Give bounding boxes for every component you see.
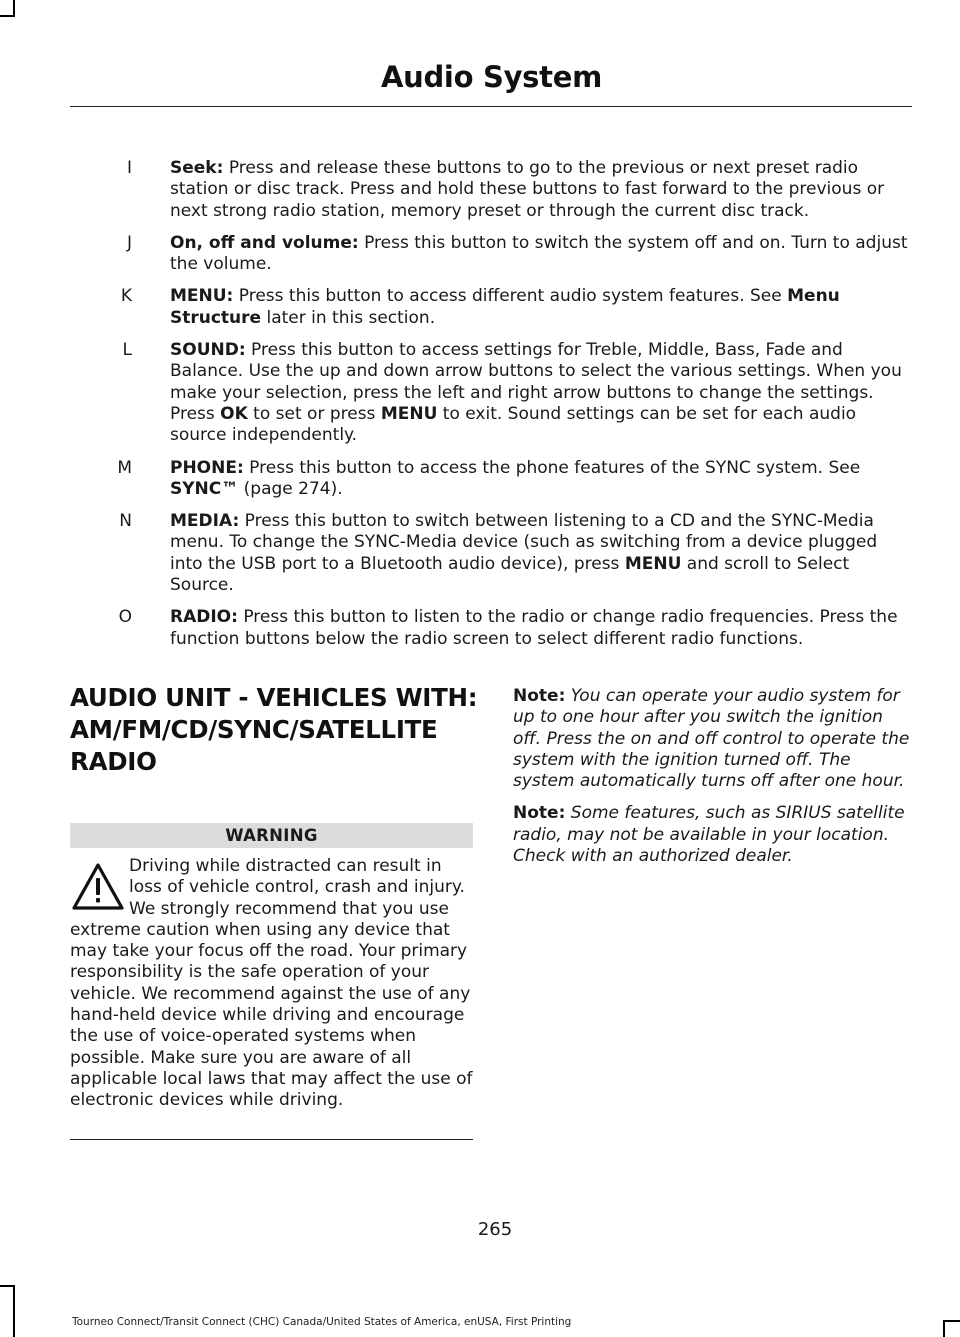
item-letter: I [126, 158, 132, 178]
item-letter: L [122, 340, 132, 361]
item-letter: N [119, 511, 132, 532]
section-heading [70, 682, 480, 778]
warning-label: WARNING [70, 823, 473, 848]
footer-text: Tourneo Connect/Transit Connect (CHC) Canada/United States of America, enUSA, First Printing [72, 1316, 572, 1328]
crop-mark-top-left-horizontal [0, 15, 15, 17]
note-text: You can operate your audio system for up to one hour after you switch the ignition off. Press the on and off control to operate the system with the ignition turned off. The system automatically turns off after one hour. [513, 686, 910, 792]
list-item [70, 607, 912, 650]
section-heading-line: AUDIO UNIT - VEHICLES WITH: [70, 683, 478, 712]
warning-bottom-rule [70, 1139, 473, 1140]
note-label: Note: [513, 686, 566, 706]
crop-mark-bottom-right-horizontal [943, 1320, 960, 1322]
section-heading-line: AM/FM/CD/SYNC/SATELLITE [70, 715, 438, 744]
note [513, 803, 911, 867]
item-description: On, off and volume: Press this button to switch the system off and on. Turn to adjust the volume. [170, 232, 908, 275]
page-number: 265 [477, 1219, 513, 1240]
crop-mark-bottom-left-horizontal [0, 1285, 15, 1287]
item-letter: M [117, 457, 132, 478]
item-letter: K [120, 286, 132, 307]
list-item [70, 158, 912, 222]
list-item [70, 458, 912, 501]
crop-mark-bottom-right-vertical [943, 1320, 945, 1337]
warning-triangle-icon [70, 860, 126, 916]
button-key-list [70, 158, 912, 661]
item-letter: O [118, 607, 132, 628]
title-divider [70, 106, 912, 107]
list-item [70, 233, 912, 276]
list-item [70, 286, 912, 329]
item-description: PHONE: Press this button to access the phone features of the SYNC system. See SYNC™ (page 274). [170, 457, 861, 499]
item-description: MENU: Press this button to access different audio system features. See Menu Structure later in this section. [170, 286, 840, 328]
list-item [70, 340, 912, 446]
list-item [70, 511, 912, 596]
note-text: Some features, such as SIRIUS satellite radio, may not be available in your location. Check with an authorized dealer. [513, 803, 905, 867]
crop-mark-bottom-left-vertical [13, 1285, 15, 1337]
item-description: RADIO: Press this button to listen to the radio or change radio frequencies. Press the function buttons below the radio screen to select different radio functions. [170, 607, 898, 649]
note-label: Note: [513, 803, 566, 824]
page-title: Audio System [380, 60, 602, 94]
note [513, 686, 911, 792]
item-description: Seek: Press and release these buttons to go to the previous or next preset radio station or disc track. Press and hold these buttons to fast forward to the previous or next strong radio station, memory preset or through the current disc track. [170, 158, 885, 221]
notes-column [513, 686, 911, 878]
warning-text: Driving while distracted can result in loss of vehicle control, crash and injury. We strongly recommend that you use extreme caution when using any device that may take your focus off the road. Your primary responsibility is the safe operation of your vehicle. We recommend against the use of any hand-held device while driving and encourage the use of voice-operated systems when possible. Make sure you are aware of all applicable local laws that may affect the use of electronic devices while driving. [70, 856, 473, 1111]
section-heading-line: RADIO [70, 747, 157, 776]
item-description: MEDIA: Press this button to switch between listening to a CD and the SYNC-Media menu. To change the SYNC-Media device (such as switching from a device plugged into the USB port to a Bluetooth audio device), press MENU and scroll to Select Source. [170, 511, 878, 596]
warning-text-block [70, 856, 473, 1112]
item-description: SOUND: Press this button to access settings for Treble, Middle, Bass, Fade and Balance. Use the up and down arrow buttons to select the various settings. When you make your selection, press the left and right arrow buttons to change the settings. Press OK to set or press MENU to exit. Sound settings can be set for each audio source independently. [170, 340, 902, 446]
item-letter: J [126, 232, 132, 253]
